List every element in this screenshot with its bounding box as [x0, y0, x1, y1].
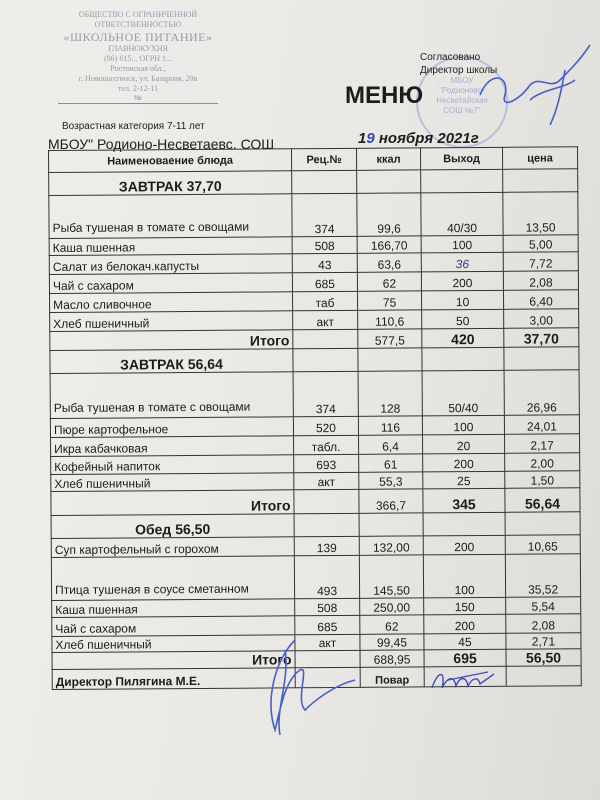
- cell-price: 2,71: [506, 633, 581, 650]
- cell-kcal: Повар: [360, 667, 424, 687]
- cell-output: 200: [423, 453, 505, 472]
- cell-recipe-no: 43: [292, 253, 357, 272]
- cell-output: 50: [422, 309, 504, 329]
- cell-dish-name: Каша пшенная: [52, 599, 295, 618]
- stamp-line: г. Новошахтинск, ул. Базарная, 20в: [78, 74, 198, 83]
- cell-price: [504, 347, 579, 371]
- cell-output: 50/40: [422, 370, 504, 416]
- school-name: МБОУ" Родионо-Несветаевс. СОШ: [48, 136, 275, 152]
- cell-output: 100: [423, 554, 505, 598]
- cell-dish-name: Итого: [50, 330, 293, 351]
- menu-date: [358, 130, 479, 147]
- cell-price: 6,40: [503, 290, 578, 310]
- round-stamp-line: "Родионово-: [439, 86, 485, 95]
- cell-price: 2,08: [506, 614, 581, 634]
- cell-price: [506, 666, 581, 687]
- cell-dish-name: Кофейный напиток: [51, 455, 294, 475]
- cell-dish-name: Хлеб пшеничный: [50, 311, 293, 332]
- date-month-year: ноября 2021г: [374, 130, 479, 147]
- cell-output: 345: [423, 488, 505, 513]
- cell-output: 200: [421, 271, 503, 291]
- cell-price: 56,50: [506, 649, 581, 667]
- cell-price: 5,00: [503, 235, 578, 253]
- cell-recipe-no: 693: [294, 454, 359, 472]
- approval-label: Согласовано: [420, 52, 481, 63]
- cell-output: [424, 666, 506, 687]
- cell-kcal: 75: [357, 291, 421, 310]
- cell-output: 420: [422, 328, 504, 348]
- cell-price: 24,01: [504, 415, 579, 435]
- col-output: Выход: [420, 147, 502, 170]
- cell-recipe-no: [295, 650, 360, 667]
- cell-output: 20: [422, 434, 504, 454]
- cell-dish-name: Обед 56,50: [51, 514, 294, 539]
- cell-recipe-no: [295, 667, 360, 687]
- cell-price: 2,08: [503, 271, 578, 291]
- stamp-line: тел. 2-12-11: [117, 84, 159, 93]
- stamp-line: «ШКОЛЬНОЕ ПИТАНИЕ»: [63, 30, 213, 44]
- cell-output: 150: [424, 597, 506, 615]
- approval-role: Директор школы: [420, 65, 498, 76]
- round-stamp-line: СОШ №7": [443, 106, 481, 115]
- cell-dish-name: ЗАВТРАК 56,64: [50, 349, 293, 374]
- col-kcal: ккал: [356, 148, 420, 170]
- cell-output: 100: [421, 235, 503, 253]
- stamp-line: ОТВЕТСТВЕННОСТЬЮ: [94, 20, 182, 29]
- cell-recipe-no: 520: [293, 416, 358, 435]
- cell-output: 40/30: [421, 192, 503, 236]
- cell-output: 25: [423, 471, 505, 489]
- cell-kcal: 110,6: [358, 310, 422, 329]
- cell-output: 36: [421, 252, 503, 272]
- page-title: МЕНЮ: [345, 82, 424, 109]
- table-row: [50, 370, 579, 419]
- cell-kcal: 55,3: [359, 472, 423, 489]
- cell-price: 37,70: [504, 328, 579, 348]
- cell-recipe-no: акт: [295, 634, 360, 650]
- cell-price: 2,17: [504, 434, 579, 454]
- cell-recipe-no: [294, 489, 359, 513]
- cell-dish-name: Хлеб пшеничный: [52, 635, 295, 653]
- cell-recipe-no: 508: [295, 598, 360, 615]
- cell-dish-name: Пюре картофельное: [50, 417, 293, 438]
- cell-dish-name: Чай с сахаром: [52, 616, 295, 637]
- cell-dish-name: Суп картофельный с горохом: [51, 537, 294, 558]
- cell-output: 200: [423, 535, 505, 555]
- cell-price: 26,96: [504, 370, 579, 416]
- cell-recipe-no: [292, 170, 357, 193]
- cell-kcal: 132,00: [359, 536, 423, 555]
- stamp-line: ГЛАВНОКУХНЯ: [108, 44, 168, 53]
- cell-dish-name: Икра кабачковая: [51, 436, 294, 457]
- round-stamp-line: Несветайская: [436, 96, 488, 105]
- cell-dish-name: Рыба тушеная в томате с овощами: [50, 372, 293, 419]
- cell-output: 200: [424, 614, 506, 634]
- col-recipe-no: Рец.№: [291, 148, 356, 170]
- cell-kcal: 166,70: [357, 236, 421, 253]
- stamp-line: ОБЩЕСТВО С ОГРАНИЧЕННОЙ: [78, 10, 198, 19]
- cell-recipe-no: [294, 513, 359, 536]
- cell-output: 10: [421, 290, 503, 310]
- cell-price: 2,00: [505, 453, 580, 472]
- cell-recipe-no: акт: [293, 310, 358, 329]
- cell-dish-name: ЗАВТРАК 37,70: [49, 171, 292, 196]
- cell-price: 10,65: [505, 535, 580, 555]
- stamp-line: (86) 615... ОГРН 1...: [104, 54, 172, 63]
- cell-kcal: [357, 170, 421, 193]
- cell-dish-name: Масло сливочное: [50, 292, 293, 313]
- cell-dish-name: Чай с сахаром: [49, 273, 292, 294]
- cell-dish-name: Птица тушеная в соусе сметанном: [51, 556, 294, 601]
- total-row: [51, 488, 580, 516]
- cell-price: 3,00: [504, 309, 579, 329]
- cell-output: 45: [424, 633, 506, 650]
- cell-output: [423, 512, 505, 536]
- signature-row: [52, 666, 581, 690]
- col-price: цена: [502, 147, 577, 170]
- cell-kcal: 62: [360, 615, 424, 634]
- cell-dish-name: Хлеб пшеничный: [51, 473, 294, 492]
- cell-dish-name: Директор Пилягина М.Е.: [52, 668, 295, 690]
- company-stamp: [58, 10, 218, 94]
- menu-table: [48, 146, 582, 690]
- approval-block: [420, 51, 497, 77]
- number-label: №: [134, 95, 142, 102]
- cell-price: 1,50: [505, 471, 580, 489]
- cell-price: [503, 169, 578, 193]
- cell-kcal: 366,7: [359, 489, 423, 513]
- cell-recipe-no: 685: [292, 272, 357, 291]
- cell-recipe-no: [293, 329, 358, 348]
- age-category: Возрастная категория 7-11 лет: [62, 121, 205, 132]
- date-day-handwritten: 9: [366, 130, 375, 147]
- cell-output: [421, 169, 503, 193]
- round-stamp-line: МБОУ: [450, 76, 474, 85]
- cell-price: 5,54: [506, 597, 581, 615]
- cell-output: [422, 347, 504, 371]
- cell-dish-name: Каша пшенная: [49, 237, 292, 256]
- cell-kcal: 6,4: [358, 435, 422, 454]
- cell-dish-name: Итого: [52, 651, 295, 670]
- date-day-printed: 1: [358, 130, 367, 147]
- cell-recipe-no: 685: [295, 615, 360, 634]
- cell-output: 100: [422, 415, 504, 435]
- cell-kcal: 99,45: [360, 634, 424, 650]
- number-line: [58, 95, 218, 111]
- cell-kcal: 62: [357, 272, 421, 291]
- cell-output: 695: [424, 649, 506, 667]
- cell-recipe-no: [293, 348, 358, 371]
- cell-dish-name: Рыба тушеная в томате с овощами: [49, 194, 292, 239]
- cell-price: 56,64: [505, 488, 580, 513]
- stamp-line: Ростовская обл.,: [110, 64, 166, 73]
- cell-recipe-no: табл.: [294, 435, 359, 454]
- cell-kcal: [358, 348, 422, 371]
- cell-price: 35,52: [505, 554, 580, 598]
- cell-kcal: 688,95: [360, 650, 424, 667]
- cell-dish-name: Итого: [51, 490, 294, 516]
- cell-recipe-no: 493: [294, 555, 359, 598]
- cell-recipe-no: 374: [292, 193, 357, 236]
- cell-kcal: 116: [358, 416, 422, 435]
- cell-dish-name: Салат из белокач.капусты: [49, 254, 292, 275]
- cell-kcal: 577,5: [358, 329, 422, 348]
- cell-kcal: 63,6: [357, 253, 421, 272]
- cell-price: [505, 512, 580, 536]
- table-row: [49, 192, 578, 239]
- cell-kcal: 99,6: [357, 193, 421, 236]
- cell-kcal: 145,50: [359, 555, 423, 598]
- cell-recipe-no: 508: [292, 236, 357, 253]
- table-row: [51, 554, 580, 601]
- cell-kcal: 250,00: [360, 598, 424, 615]
- cell-recipe-no: акт: [294, 472, 359, 489]
- col-dish-name: Наименоваение блюда: [49, 149, 292, 173]
- cell-recipe-no: 374: [293, 371, 358, 416]
- cell-recipe-no: таб: [292, 291, 357, 310]
- cell-kcal: 61: [359, 454, 423, 472]
- cell-price: 7,72: [503, 252, 578, 272]
- cell-recipe-no: 139: [294, 536, 359, 555]
- cell-price: 13,50: [503, 192, 578, 236]
- cell-kcal: 128: [358, 371, 422, 416]
- cell-kcal: [359, 513, 423, 536]
